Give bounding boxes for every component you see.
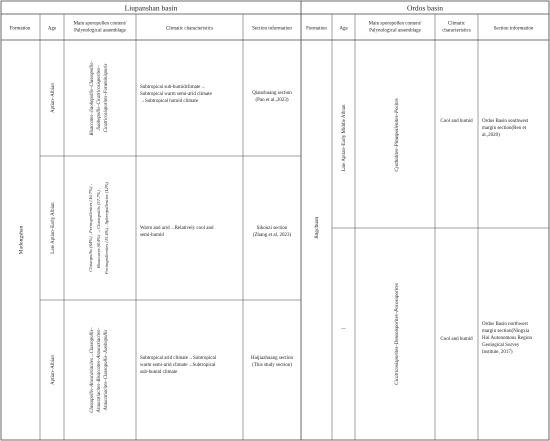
table-border	[1, 1, 549, 440]
left-assemblage-row2-l3: Perinopollenites (15.6%) , Spheripollenites (12%)	[104, 181, 109, 275]
left-assemblage-row2-l2: Bisaccates (8.4%) →Classopollis (57.7%) ,	[96, 187, 101, 269]
left-section-row2-l2: (Zhang et al, 2023)	[252, 233, 292, 238]
left-section-row3-l2: (This study section)	[252, 363, 292, 368]
right-section-row1-l2: margin section(Ren et	[482, 126, 527, 131]
right-section-row2-l1: Ordos Basin northwest	[482, 322, 528, 327]
header-assemblage-l1: Main sporopollen content/	[73, 21, 127, 27]
left-climatic-row3-l2: warm semi-arid climate→Subtropical	[140, 363, 216, 368]
right-section-row1-l3: al.,2020)	[482, 133, 500, 138]
header-r-assemblage-l1: Main sporopollen content/	[368, 21, 422, 27]
left-climatic-row3-l1: Subtropical arid climate→Subtropical	[140, 356, 217, 361]
left-climatic-row2-l1: Warm and arid→Relatively cool and	[140, 226, 214, 231]
header-r-formation: Formation	[306, 26, 327, 32]
left-section-row1-l2: (Pan et al.,2023)	[255, 98, 289, 103]
left-age-row3: Aptian–Albian	[51, 355, 56, 385]
right-age-row1: Late Aptian–Early Middle Albian	[342, 104, 347, 172]
header-climatic: Climatic characteristics	[165, 26, 214, 32]
right-section-row2-l5: Institute, 2017)	[482, 350, 513, 355]
left-basin-title: Liupanshan basin	[124, 3, 178, 13]
right-age-row2: —	[341, 327, 346, 332]
header-age: Age	[47, 26, 57, 32]
right-climatic-row2: Cool and humid	[440, 337, 473, 342]
header-r-climatic-l1: Climatic	[447, 21, 466, 27]
left-climatic-row1-l2: Subtropical warm semi-arid climate	[140, 92, 212, 97]
right-section-row2-l4: Geological Survey	[482, 343, 520, 348]
right-section-row2-l2: margin section(Ningxia	[482, 329, 530, 334]
header-assemblage-l2: Palynological assemblage	[74, 28, 126, 34]
left-section-row1-l1: Qianzhuang section	[252, 91, 292, 96]
left-assemblage-row1-l3: Cicatricosisporites–Foraminisporis	[104, 63, 109, 133]
left-section-row3-l1: Haijiazhuang section	[250, 356, 294, 361]
left-assemblage-row3-l3: Araucariacites–Classopollis–Jiaohepollis	[104, 329, 109, 411]
header-section: Section information	[252, 26, 292, 32]
header-r-assemblage-l2: Palynological assemblage	[369, 28, 421, 34]
left-age-row1: Aptian–Albian	[51, 83, 56, 113]
left-climatic-row1-l3: →Subtropical humid climate	[140, 99, 199, 104]
right-assemblage-row1: Cyathidites–Pinuspollenites–Pocites	[395, 98, 400, 172]
left-formation: Madongshan	[18, 225, 25, 255]
left-assemblage-row1-l1: Bisaccates–Jiaohepollis–Classopollis–	[90, 60, 95, 136]
header-r-climatic-l2: characteristics	[442, 28, 471, 34]
right-climatic-row1: Cool and humid	[440, 119, 473, 124]
left-climatic-row3-l3: sub-humid climate	[140, 370, 178, 375]
left-assemblage-row1-l2: Jiaohepollis–Cicatricosisporites–	[97, 65, 102, 131]
left-section-row2-l1: Sikouzi section	[256, 226, 288, 231]
right-section-row1-l1: Ordos Basin southwest	[482, 119, 529, 124]
left-assemblage-row3-l2: Araucariacites–Bisaccates–Araucariacites–	[97, 327, 102, 413]
header-r-section: Section information	[493, 26, 534, 32]
right-assemblage-row2: Cicatricosisporites–Densoisporites–Pocosaporites	[395, 283, 400, 385]
right-basin-title: Ordos basin	[406, 3, 444, 13]
header-formation: Formation	[9, 26, 31, 32]
header-r-age: Age	[339, 26, 348, 32]
right-section-row2-l3: Hui Autonomous Region	[482, 336, 533, 341]
left-climatic-row2-l2: semi-humid	[140, 233, 164, 238]
left-assemblage-row3-l1: Classopollis–Araucariacites→Classopollis–	[90, 327, 95, 413]
right-formation: Jingchuan	[314, 216, 320, 240]
left-age-row2: Late Aptian–Early Albian	[51, 202, 56, 254]
left-assemblage-row2-l1: Classopollis (64%) , Perinopollenites (16.7%) ,	[88, 184, 93, 272]
left-climatic-row1-l1: Subtropical sub-humidclimate→	[140, 85, 206, 90]
